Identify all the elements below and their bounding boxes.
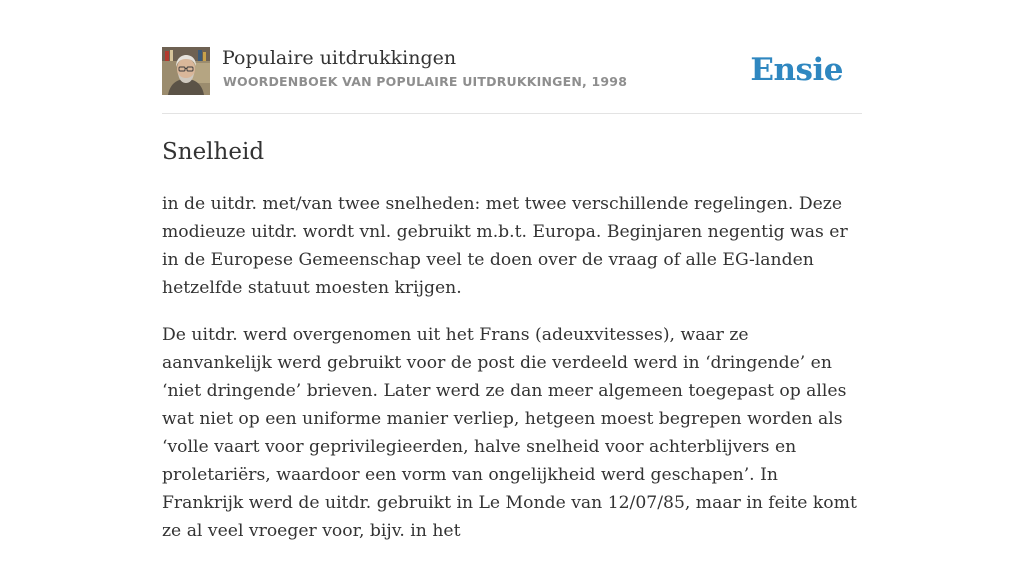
author-avatar[interactable] [162, 47, 210, 95]
entry-title: Snelheid [162, 139, 265, 165]
entry-paragraph: De uitdr. werd overgenomen uit het Frans (adeuxvitesses), waar ze aanvankelijk werd gebruikt voor de post die verdeeld werd in ‘dringende’ en ‘niet dringende’ brieven. Later werd ze dan meer algemeen toegepast op alles wat niet op een uniforme manier verliep, hetgeen moest begrepen worden als ‘volle vaart voor geprivilegieerden, halve snelheid voor achterblijvers en proletariërs, waardoor een vorm van ongelijkheid werd geschapen’. In Frankrijk werd de uitdr. gebruikt in Le Monde van 12/07/85, maar in feite komt ze al veel vroeger voor, bijv. in het [162, 325, 857, 541]
source-subtitle: WOORDENBOEK VAN POPULAIRE UITDRUKKINGEN, 1998 [223, 74, 628, 89]
brand-logo[interactable]: Ensie [750, 52, 843, 88]
source-header [162, 46, 862, 114]
entry-paragraph: in de uitdr. met/van twee snelheden: met twee verschillende regelingen. Deze modieuze uitdr. wordt vnl. gebruikt m.b.t. Europa. Beginjaren negentig was er in de Europese Gemeenschap veel te doen over de vraag of alle EG-landen hetzelfde statuut moesten krijgen. [162, 194, 848, 298]
entry-body [162, 190, 862, 564]
portrait-icon [162, 47, 210, 95]
source-title[interactable]: Populaire uitdrukkingen [222, 47, 457, 69]
